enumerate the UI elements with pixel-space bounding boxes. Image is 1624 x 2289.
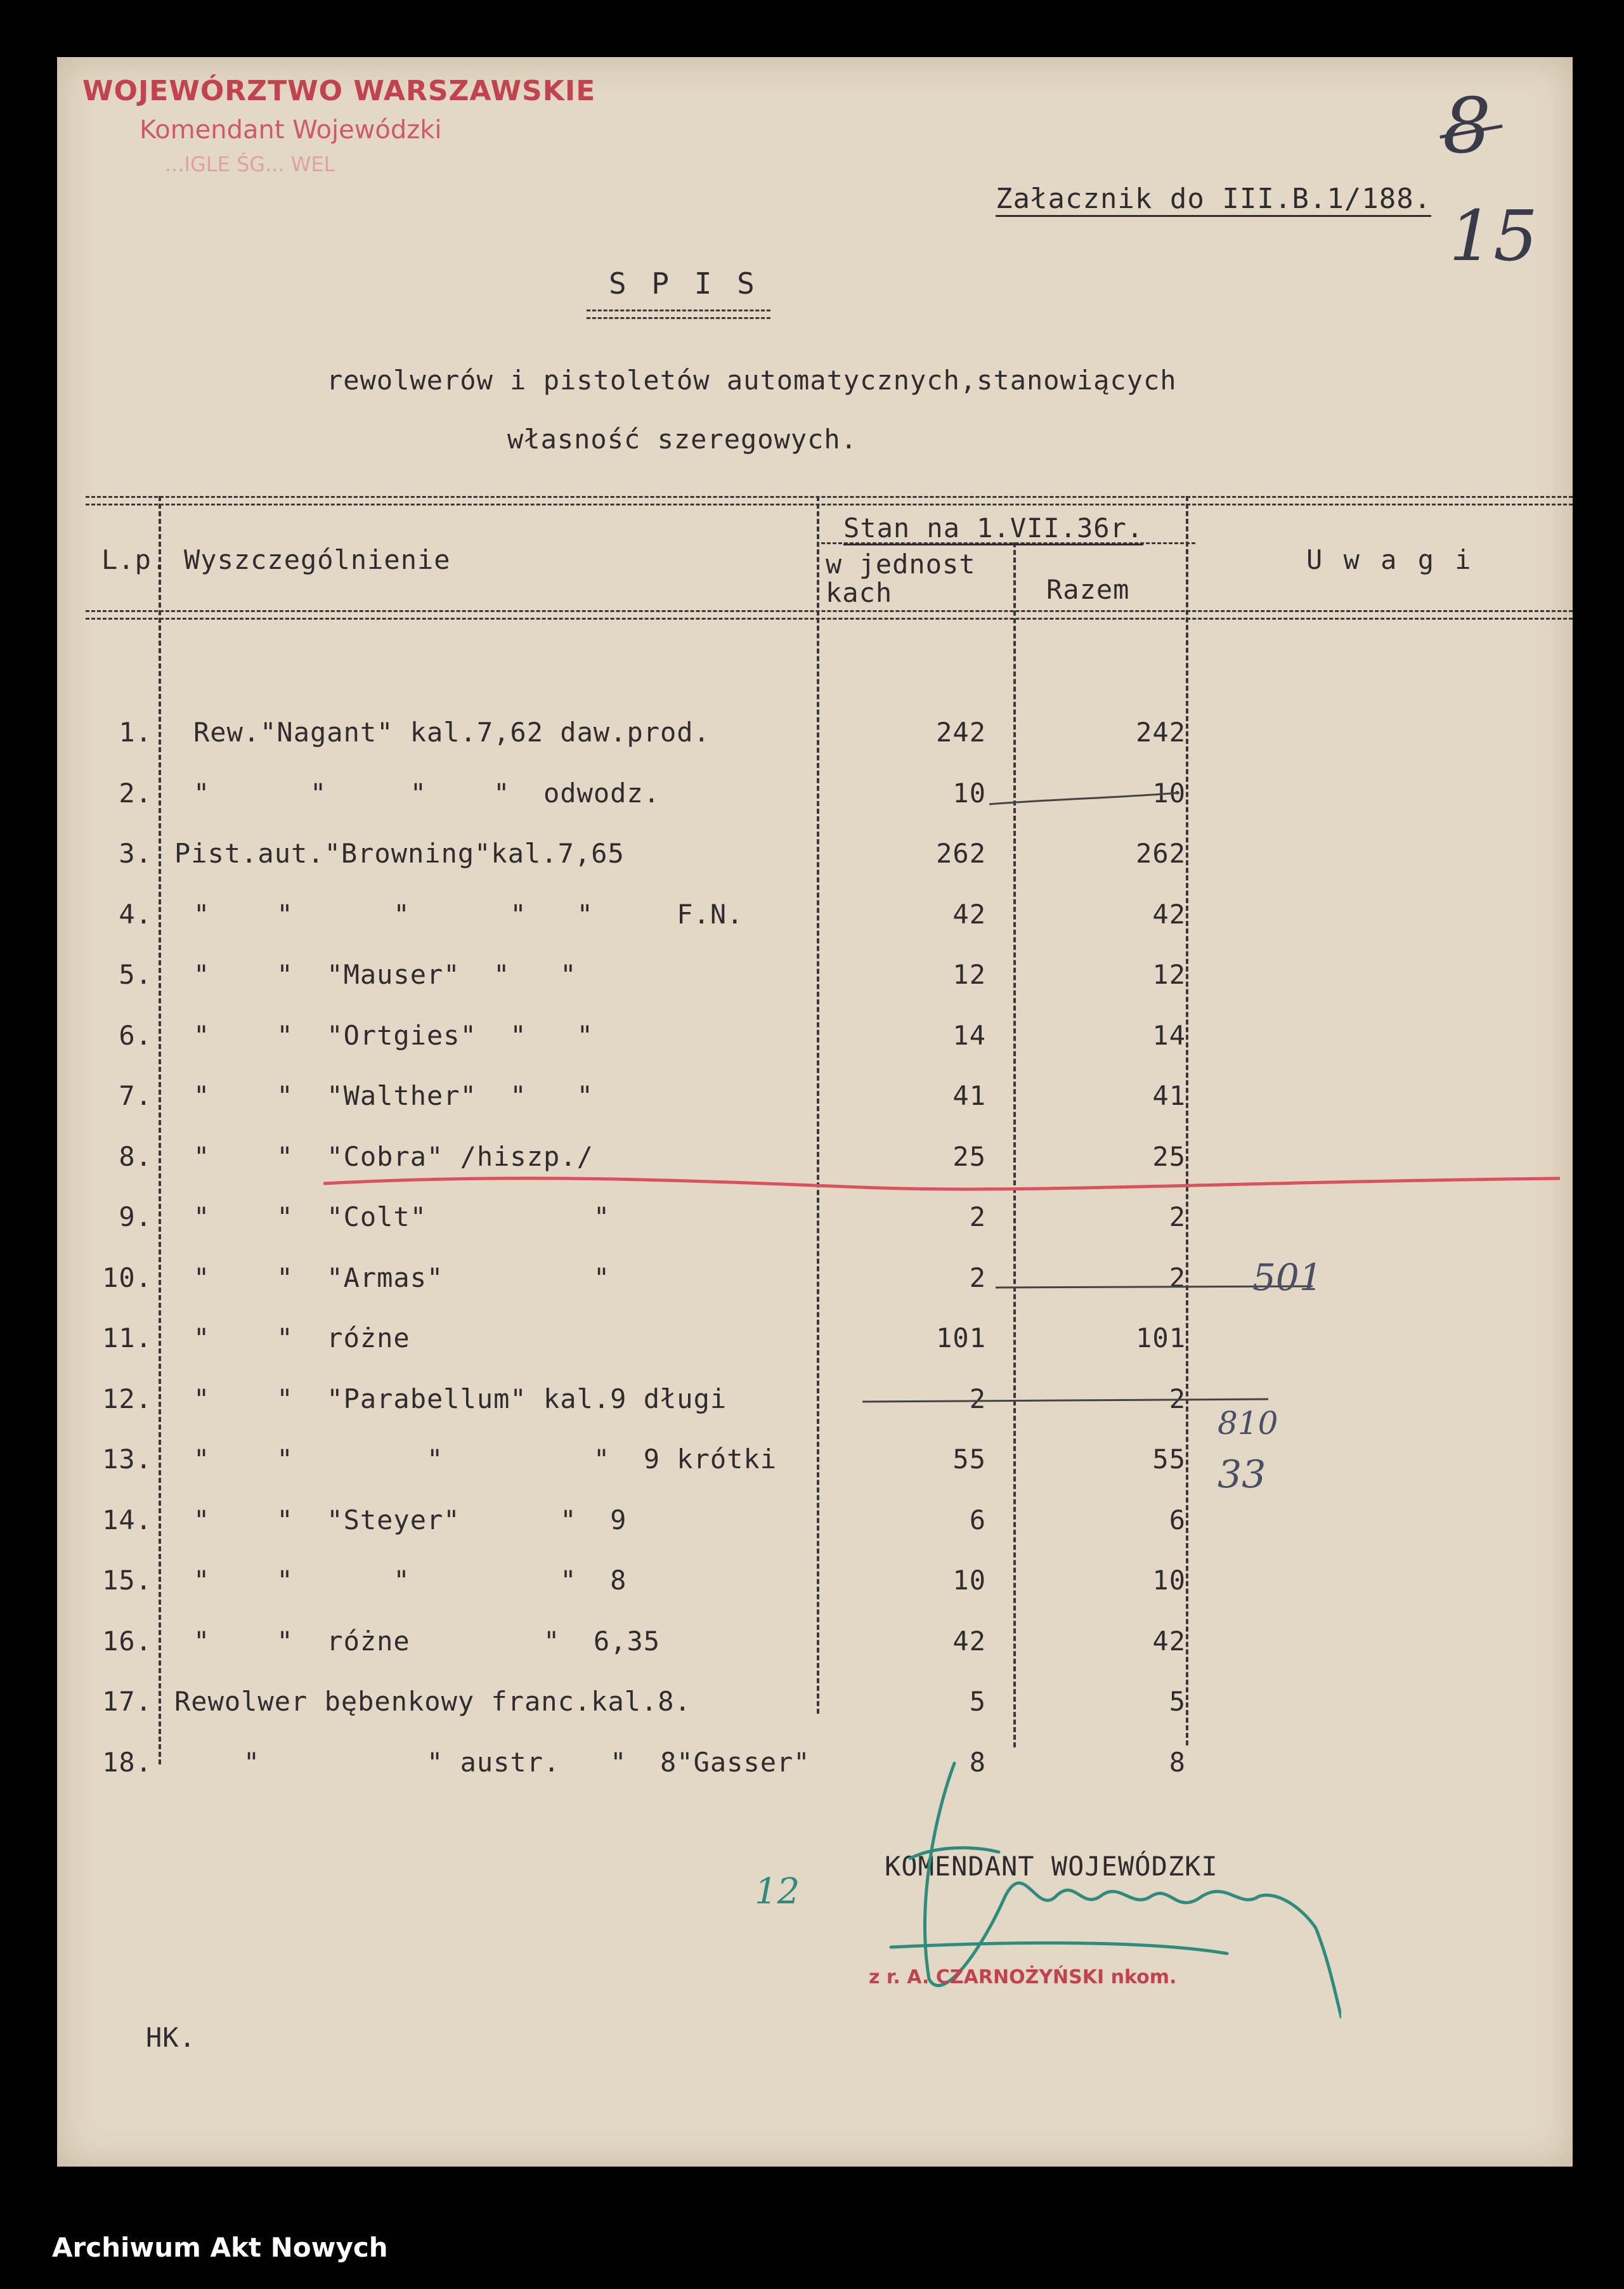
row-total-count: 42 — [1152, 1626, 1186, 1657]
handwritten-page-number-crossed: 8 — [1443, 82, 1491, 171]
handwritten-page-number: 15 — [1449, 195, 1538, 277]
pencil-underline-55 — [862, 1395, 1268, 1414]
header-bottom-rule-2 — [86, 618, 1573, 620]
row-total-count: 12 — [1152, 959, 1186, 990]
stamp-line-2: Komendant Wojewódzki — [140, 115, 442, 145]
reference-number: Załacznik do III.B.1/188. — [996, 183, 1431, 217]
row-lp: 16. — [102, 1626, 152, 1657]
row-total-count: 41 — [1152, 1080, 1186, 1111]
title-underline-2 — [587, 317, 770, 319]
row-lp: 2. — [119, 778, 152, 809]
row-units-count: 8 — [969, 1747, 986, 1778]
header-stan: Stan na 1.VII.36r. — [843, 512, 1143, 545]
note-810: 810 — [1218, 1405, 1278, 1442]
row-description: " " austr. " 8"Gasser" — [193, 1747, 810, 1778]
row-total-count: 5 — [1169, 1686, 1186, 1717]
row-lp: 5. — [119, 959, 152, 990]
row-total-count: 55 — [1152, 1444, 1186, 1475]
row-total-count: 2 — [1169, 1383, 1186, 1414]
row-description: " " "Parabellum" kal.9 długi — [193, 1383, 727, 1414]
row-lp: 8. — [119, 1141, 152, 1172]
row-units-count: 12 — [952, 959, 986, 990]
row-total-count: 2 — [1169, 1201, 1186, 1232]
row-description: " " "Mauser" " " — [193, 959, 577, 990]
row-lp: 13. — [102, 1444, 152, 1475]
row-lp: 14. — [102, 1504, 152, 1536]
table-top-rule-2 — [86, 504, 1573, 505]
row-total-count: 242 — [1136, 717, 1186, 748]
page-title: S P I S — [609, 266, 758, 301]
row-units-count: 55 — [952, 1444, 986, 1475]
row-total-count: 101 — [1136, 1322, 1186, 1353]
row-lp: 15. — [102, 1565, 152, 1596]
row-units-count: 41 — [952, 1080, 986, 1111]
row-units-count: 242 — [936, 717, 986, 748]
row-lp: 10. — [102, 1262, 152, 1293]
header-uwagi: U w a g i — [1306, 544, 1474, 575]
row-units-count: 2 — [969, 1262, 986, 1293]
row-description: " " różne — [193, 1322, 410, 1353]
pencil-underline-262 — [989, 786, 1179, 812]
column-divider-lp — [159, 496, 161, 1764]
header-units-1: w jednost — [826, 549, 976, 580]
row-lp: 3. — [119, 838, 152, 869]
subtitle-line-1: rewolwerów i pistoletów automatycznych,stanowiących — [327, 365, 1177, 396]
column-divider-units — [817, 496, 819, 1714]
header-bottom-rule-1 — [86, 610, 1573, 612]
table-top-rule-1 — [86, 496, 1573, 498]
row-units-count: 2 — [969, 1383, 986, 1414]
row-description: " " "Steyer" " 9 — [193, 1504, 627, 1536]
signature-title: KOMENDANT WOJEWÓDZKI — [885, 1851, 1218, 1882]
row-lp: 18. — [102, 1747, 152, 1778]
row-units-count: 101 — [936, 1322, 986, 1353]
document-page — [57, 57, 1573, 2167]
row-total-count: 262 — [1136, 838, 1186, 869]
row-description: " " " " 8 — [193, 1565, 627, 1596]
red-pencil-line — [323, 1161, 1566, 1211]
row-lp: 6. — [119, 1020, 152, 1051]
row-total-count: 25 — [1152, 1141, 1186, 1172]
row-units-count: 5 — [969, 1686, 986, 1717]
row-description: Rewolwer bębenkowy franc.kal.8. — [174, 1686, 691, 1717]
row-description: Pist.aut."Browning"kal.7,65 — [174, 838, 625, 869]
row-description: " " " " " F.N. — [193, 899, 744, 930]
row-description: " " "Armas" " — [193, 1262, 611, 1293]
row-units-count: 42 — [952, 899, 986, 930]
stamp-line-3: ...IGLE ŚG... WEL — [165, 152, 335, 176]
subtitle-line-2: własność szeregowych. — [507, 424, 858, 455]
row-description: " " "Ortgies" " " — [193, 1020, 594, 1051]
row-total-count: 14 — [1152, 1020, 1186, 1051]
row-total-count: 42 — [1152, 899, 1186, 930]
signature-stamp: z r. A. CZARNOŻYŃSKI nkom. — [869, 1966, 1177, 1988]
row-lp: 1. — [119, 717, 152, 748]
row-description: " " " " 9 krótki — [193, 1444, 777, 1475]
row-description: " " "Colt" " — [193, 1201, 611, 1232]
column-divider-total — [1013, 542, 1016, 1747]
row-description: Rew."Nagant" kal.7,62 daw.prod. — [193, 717, 710, 748]
row-units-count: 42 — [952, 1626, 986, 1657]
row-lp: 17. — [102, 1686, 152, 1717]
row-units-count: 6 — [969, 1504, 986, 1536]
row-lp: 4. — [119, 899, 152, 930]
row-total-count: 10 — [1152, 1565, 1186, 1596]
row-units-count: 262 — [936, 838, 986, 869]
row-lp: 9. — [119, 1201, 152, 1232]
archive-footer-label: Archiwum Akt Nowych — [52, 2232, 388, 2263]
row-total-count: 2 — [1169, 1262, 1186, 1293]
header-razem: Razem — [1046, 574, 1130, 605]
row-total-count: 10 — [1152, 778, 1186, 809]
header-units-2: kach — [826, 577, 893, 608]
title-underline-1 — [587, 310, 770, 311]
row-units-count: 2 — [969, 1201, 986, 1232]
row-units-count: 10 — [952, 778, 986, 809]
initials: HK. — [146, 2022, 196, 2053]
row-units-count: 25 — [952, 1141, 986, 1172]
row-description: " " " " odwodz. — [193, 778, 661, 809]
row-total-count: 8 — [1169, 1747, 1186, 1778]
row-description: " " różne " 6,35 — [193, 1626, 661, 1657]
row-lp: 12. — [102, 1383, 152, 1414]
row-description: " " "Cobra" /hiszp./ — [193, 1141, 594, 1172]
stamp-line-1: WOJEWÓRZTWO WARSZAWSKIE — [82, 75, 596, 107]
row-lp: 11. — [102, 1322, 152, 1353]
header-description: Wyszczególnienie — [184, 544, 451, 575]
row-total-count: 6 — [1169, 1504, 1186, 1536]
header-lp: L.p. — [101, 544, 169, 575]
note-12: 12 — [755, 1871, 800, 1912]
note-501: 501 — [1252, 1256, 1323, 1299]
note-33: 33 — [1218, 1452, 1266, 1497]
row-units-count: 14 — [952, 1020, 986, 1051]
column-divider-notes — [1186, 496, 1188, 1745]
row-lp: 7. — [119, 1080, 152, 1111]
row-units-count: 10 — [952, 1565, 986, 1596]
row-description: " " "Walther" " " — [193, 1080, 594, 1111]
archive-footer — [0, 2168, 1624, 2289]
